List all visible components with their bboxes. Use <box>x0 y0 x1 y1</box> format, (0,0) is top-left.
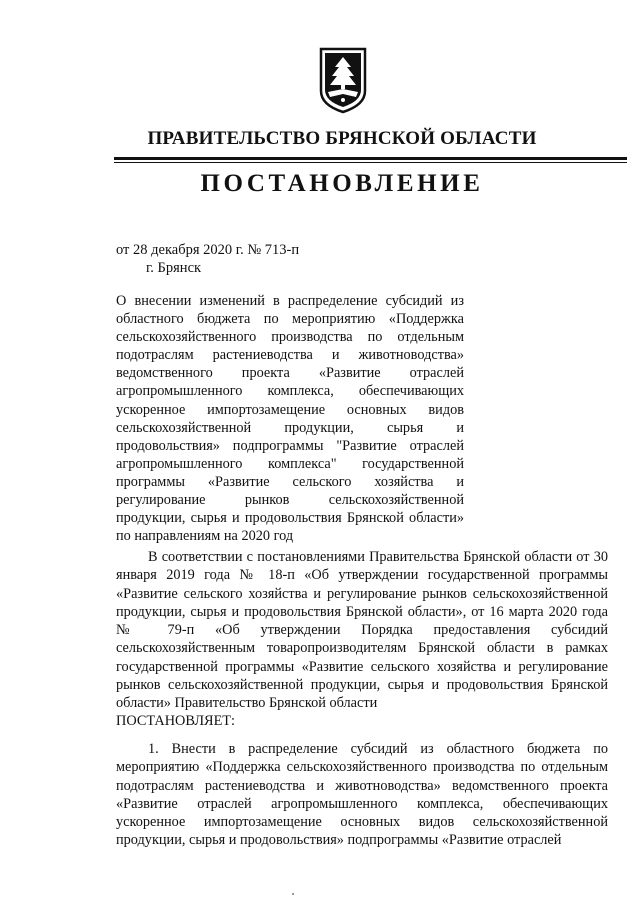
document-type-title: ПОСТАНОВЛЕНИЕ <box>200 170 484 197</box>
header-rule-thin <box>114 162 627 163</box>
government-title: ПРАВИТЕЛЬСТВО БРЯНСКОЙ ОБЛАСТИ <box>147 128 537 149</box>
bryansk-coat-of-arms-icon <box>318 45 368 115</box>
document-date-number: от 28 декабря 2020 г. № 713-п <box>116 242 300 258</box>
document-city: г. Брянск <box>146 260 202 276</box>
item-1-paragraph: 1. Внести в распределение субсидий из областного бюджета по мероприятию «Поддержка сельскохозяйственного производства по отдельным подотраслям растениеводства и животноводства» ведомственного проекта «Развитие отраслей агропромышленного комплекса, обеспечивающих ускоренное импортозамещение основных видов сельскохозяйственной продукции, сырья и продовольствия» подпрограммы «Развитие отраслей <box>116 741 608 849</box>
scan-speck <box>292 893 294 895</box>
decree-word: ПОСТАНОВЛЯЕТ: <box>116 713 236 729</box>
header-rule-thick <box>114 157 627 160</box>
document-subject: О внесении изменений в распределение субсидий из областного бюджета по мероприятию «Поддержка сельскохозяйственного производства по отдельным подотраслям растениеводства и животноводства» ведомственного проекта «Развитие отраслей агропромышленного комплекса, обеспечивающих ускоренное импортозамещение основных видов сельскохозяйственной продукции, сырья и продовольствия» подпрограммы "Развитие отраслей агропромышленного комплекса" государственной программы «Развитие сельского хозяйства и регулирование рынков сельскохозяйственной продукции, сырья и продовольствия Брянской области» по направлениям на 2020 год <box>116 293 464 545</box>
preamble-paragraph: В соответствии с постановлениями Правительства Брянской области от 30 января 2019 года № 18-п «Об утверждении государственной программы «Развитие сельского хозяйства и регулирование рынков сельскохозяйственной продукции, сырья и продовольствия Брянской области», от 16 марта 2020 года № 79-п «Об утверждении Порядка предоставления субсидий сельскохозяйственным товаропроизводителям Брянской области в рамках государственной программы «Развитие сельского хозяйства и регулирование рынков сельскохозяйственной продукции, сырья и продовольствия Брянской области» Правительство Брянской области <box>116 549 608 712</box>
